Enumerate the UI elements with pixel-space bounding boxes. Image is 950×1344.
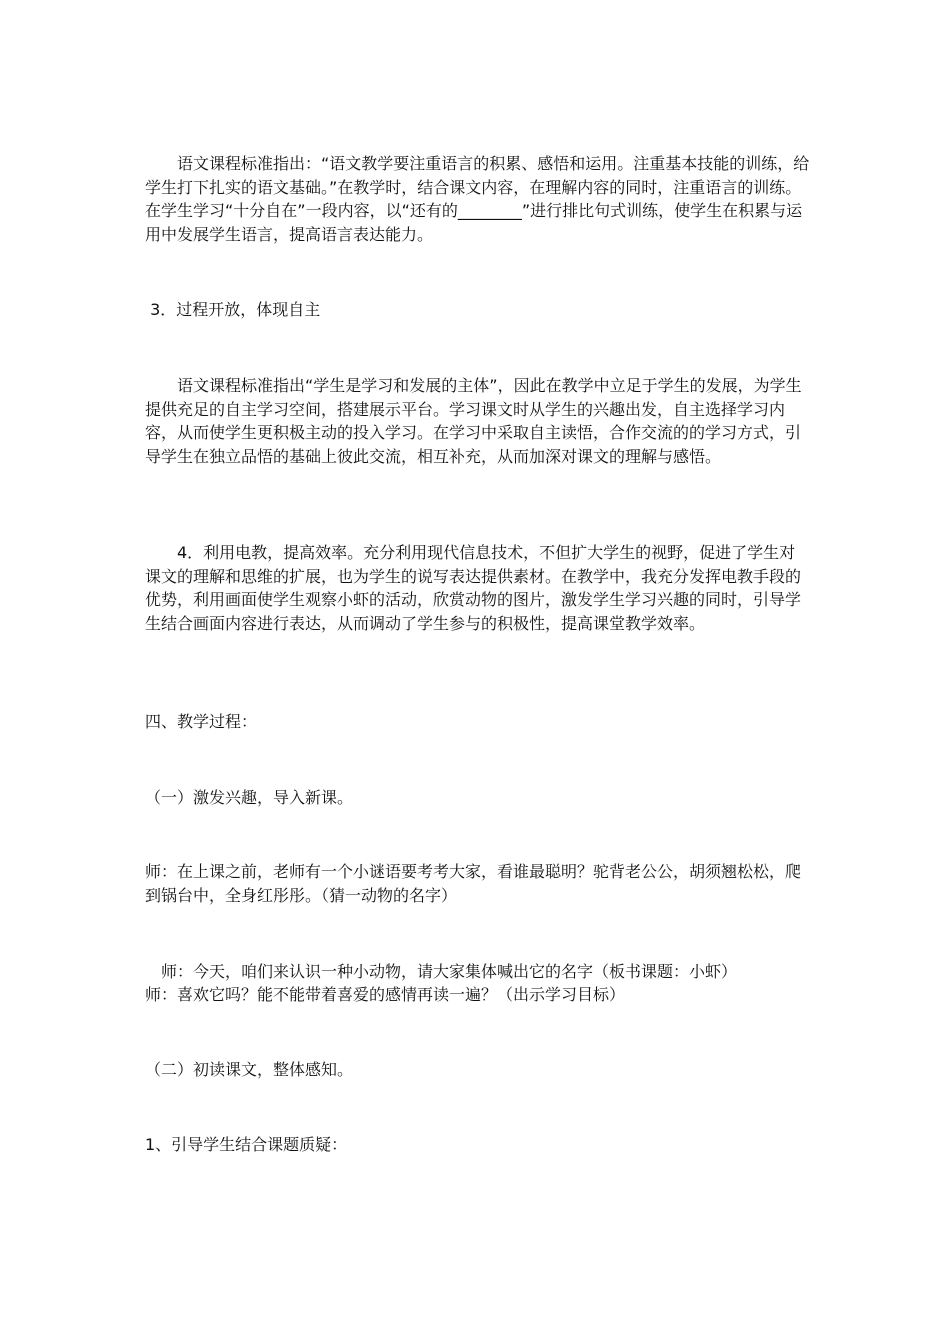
list-item-guide-questions: 1、引导学生结合课题质疑： <box>145 1135 348 1154</box>
paragraph-teacher-intro-line1: 师：今天，咱们来认识一种小动物，请大家集体喊出它的名字（板书课题：小虾） <box>145 962 738 981</box>
paragraph-language-standard: 语文课程标准指出：“语文教学要注重语言的积累、感悟和运用。注重基本技能的训练，给学生打下扎实的语文基础。”在教学时，结合课文内容，在理解内容的同时，注重语言的训练。在学生学习“十分自在”一段内容，以“还有的________”进行排比句式训练，使学生在积累与运用中发展学生语言，提高语言表达能力。 <box>145 154 810 244</box>
subheading-stimulate-interest: （一）激发兴趣，导入新课。 <box>145 788 354 807</box>
paragraph-riddle: 师：在上课之前，老师有一个小谜语要考考大家，看谁最聪明？驼背老公公，胡须翘松松，爬到锅台中，全身红彤彤。（猜一动物的名字） <box>145 862 802 905</box>
paragraph-student-subject: 语文课程标准指出“学生是学习和发展的主体”，因此在教学中立足于学生的发展，为学生提供充足的自主学习空间，搭建展示平台。学习课文时从学生的兴趣出发，自主选择学习内容，从而使学生更积极主动的投入学习。在学习中采取自主读悟，合作交流的的学习方式，引导学生在独立品悟的基础上彼此交流，相互补充，从而加深对课文的理解与感悟。 <box>145 376 802 466</box>
paragraph-multimedia: 4．利用电教，提高效率。充分利用现代信息技术，不但扩大学生的视野，促进了学生对课文的理解和思维的扩展，也为学生的说写表达提供素材。在教学中，我充分发挥电教手段的优势，利用画面使学生观察小虾的活动，欣赏动物的图片，激发学生学习兴趣的同时，引导学生结合画面内容进行表达，从而调动了学生参与的积极性，提高课堂教学效率。 <box>145 543 802 633</box>
heading-process-open: 3．过程开放，体现自主 <box>145 300 321 319</box>
paragraph-teacher-intro-line2: 师：喜欢它吗？能不能带着喜爱的感情再读一遍？（出示学习目标） <box>145 985 626 1004</box>
heading-teaching-process: 四、教学过程： <box>145 712 258 731</box>
subheading-first-reading: （二）初读课文，整体感知。 <box>145 1060 354 1079</box>
